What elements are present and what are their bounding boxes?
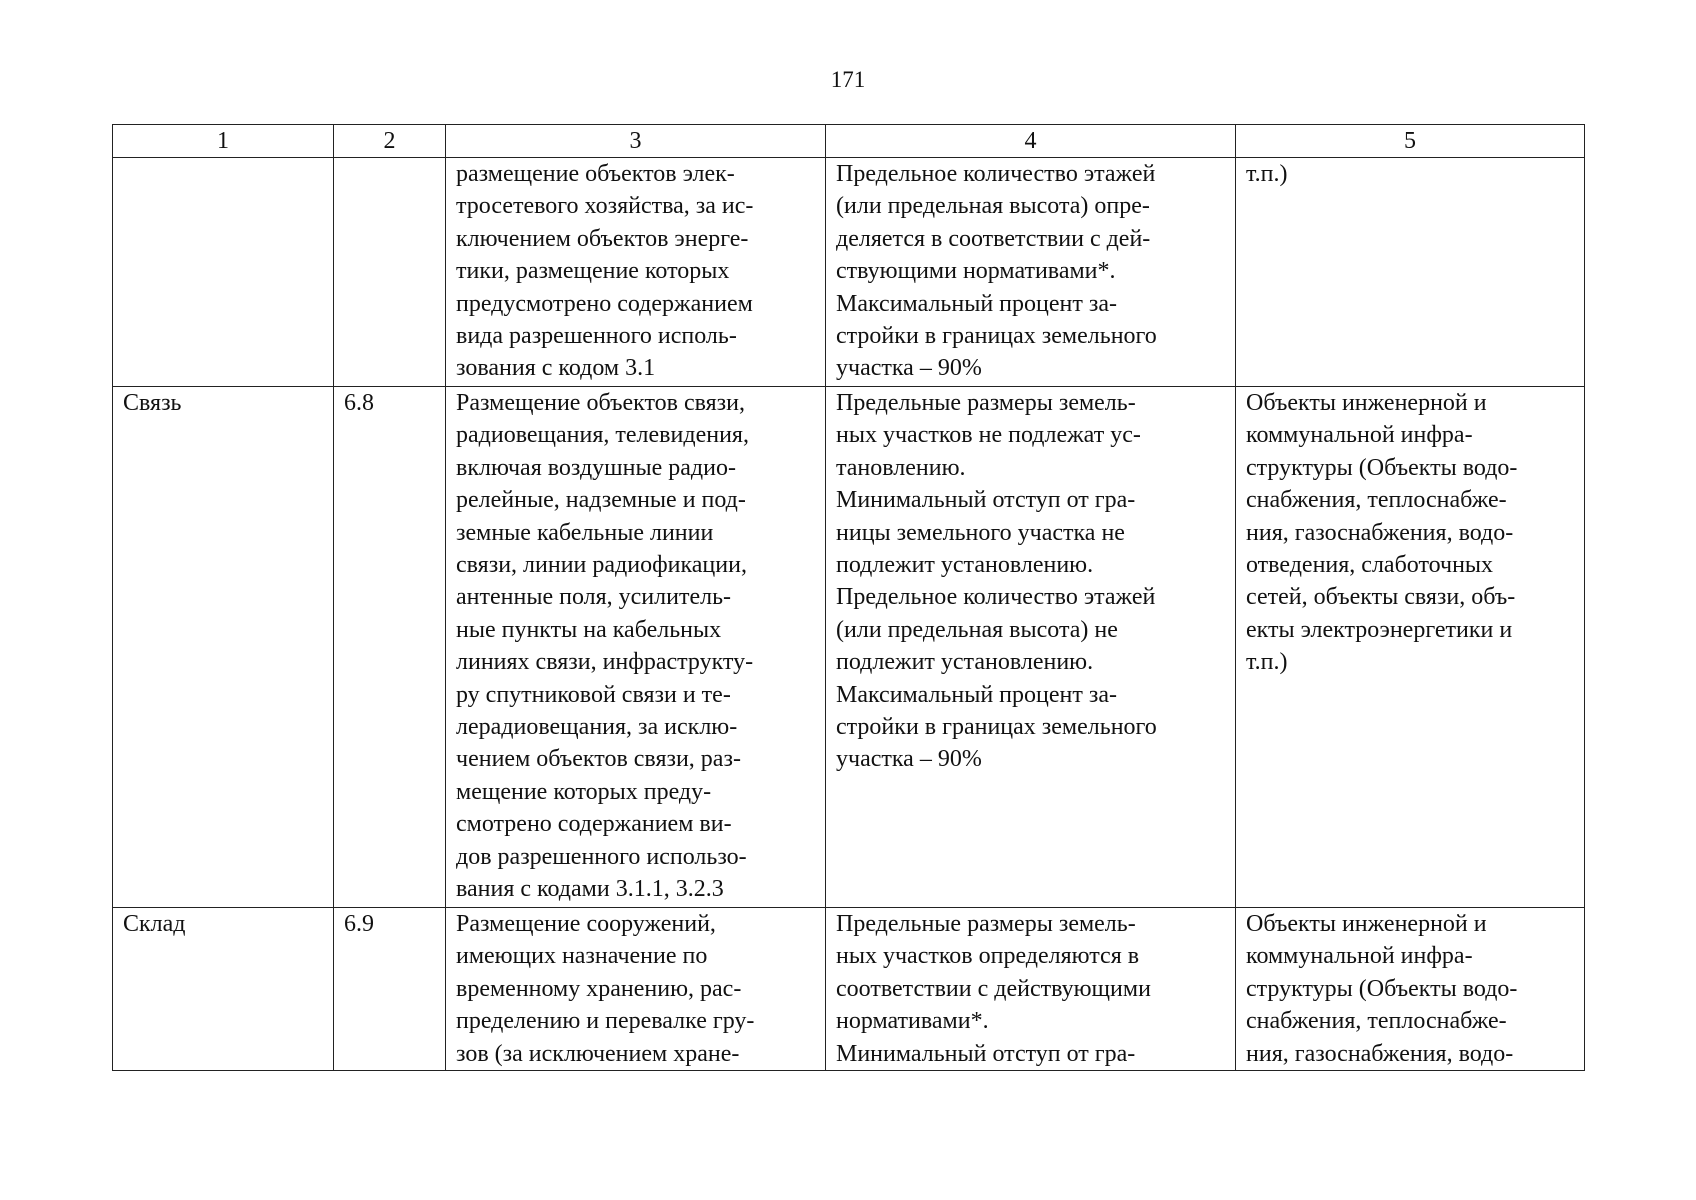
table-header-row bbox=[113, 125, 1585, 158]
cell-use-code bbox=[334, 158, 446, 387]
column-header-4: 4 bbox=[826, 125, 1236, 158]
cell-use-code: 6.9 bbox=[334, 908, 446, 1071]
table-row-sklad bbox=[113, 908, 1585, 1071]
cell-use-parameters: Предельные размеры земель- ных участков определяются в соответствии с действующими нормативами*. Минимальный отступ от гра- bbox=[826, 908, 1236, 1071]
cell-use-objects: Объекты инженерной и коммунальной инфра- структуры (Объекты водо- снабжения, теплоснабже- ния, газоснабжения, водо- отведения, слаботочных сетей, объекты связи, объ- екты электроэнергетики и т.п.) bbox=[1236, 387, 1585, 908]
table-row-svyaz bbox=[113, 387, 1585, 908]
cell-use-objects: Объекты инженерной и коммунальной инфра- структуры (Объекты водо- снабжения, теплоснабже- ния, газоснабжения, водо- bbox=[1236, 908, 1585, 1071]
cell-use-name bbox=[113, 158, 334, 387]
table-row-continuation bbox=[113, 158, 1585, 387]
cell-use-description: размещение объектов элек- тросетевого хозяйства, за ис- ключением объектов энерге- тики, размещение которых предусмотрено содержанием вида разрешенного исполь- зования с кодом 3.1 bbox=[446, 158, 826, 387]
cell-use-name: Связь bbox=[113, 387, 334, 908]
cell-use-description: Размещение объектов связи, радиовещания, телевидения, включая воздушные радио- релейные, надземные и под- земные кабельные линии связи, линии радиофикации, антенные поля, усилитель- ные пункты на кабельных линиях связи, инфраструкту- ру спутниковой связи и те- лерадиовещания, за исклю- чением объектов связи, раз- мещение которых преду- смотрено содержанием ви- дов разрешенного использо- вания с кодами 3.1.1, 3.2.3 bbox=[446, 387, 826, 908]
column-header-3: 3 bbox=[446, 125, 826, 158]
cell-use-code: 6.8 bbox=[334, 387, 446, 908]
cell-use-name: Склад bbox=[113, 908, 334, 1071]
cell-use-description: Размещение сооружений, имеющих назначение по временному хранению, рас- пределению и перевалке гру- зов (за исключением хране- bbox=[446, 908, 826, 1071]
column-header-1: 1 bbox=[113, 125, 334, 158]
column-header-2: 2 bbox=[334, 125, 446, 158]
land-use-table bbox=[112, 124, 1585, 1071]
column-header-5: 5 bbox=[1236, 125, 1585, 158]
page-number: 171 bbox=[830, 67, 866, 92]
cell-use-parameters: Предельные размеры земель- ных участков не подлежат ус- тановлению. Минимальный отступ от гра- ницы земельного участка не подлежит установлению. Предельное количество этажей (или предельная высота) не подлежит установлению. Максимальный процент за- стройки в границах земельного участка – 90% bbox=[826, 387, 1236, 908]
cell-use-parameters: Предельное количество этажей (или предельная высота) опре- деляется в соответствии с дей- ствующими нормативами*. Максимальный процент за- стройки в границах земельного участка – 90% bbox=[826, 158, 1236, 387]
cell-use-objects: т.п.) bbox=[1236, 158, 1585, 387]
